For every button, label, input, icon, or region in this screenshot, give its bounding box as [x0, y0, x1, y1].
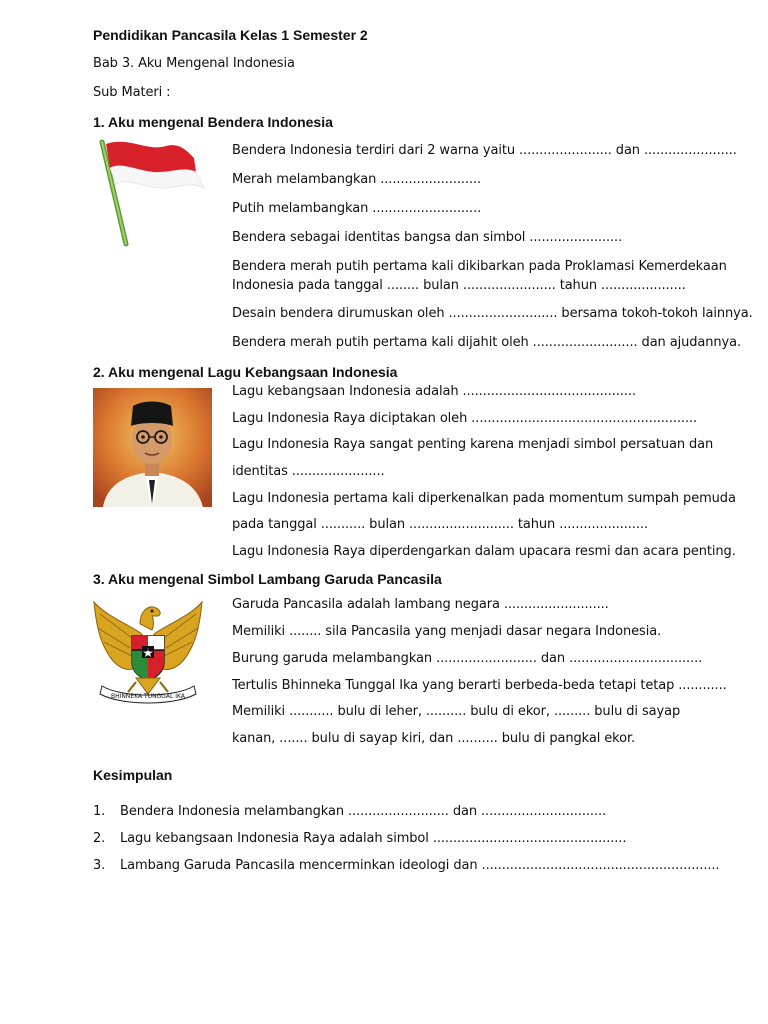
section2-line-7: Lagu Indonesia Raya diperdengarkan dalam upacara resmi dan acara penting.: [232, 544, 736, 559]
garuda-motto-text: BHINNEKA TUNGGAL IKA: [111, 693, 185, 700]
section2-line-1: Lagu kebangsaan Indonesia adalah ...........................................: [232, 384, 636, 399]
section2-line-4: identitas .......................: [232, 464, 385, 479]
section1-line-5: Bendera merah putih pertama kali dikibarkan pada Proklamasi Kemerdekaan: [232, 259, 727, 274]
section1-line-4: Bendera sebagai identitas bangsa dan simbol .......................: [232, 230, 623, 245]
section1-heading: 1. Aku mengenal Bendera Indonesia: [93, 114, 333, 130]
sub-materi-label: Sub Materi :: [93, 85, 171, 100]
section1-line-2: Merah melambangkan .........................: [232, 172, 482, 187]
conclusion-text-3: Lambang Garuda Pancasila mencerminkan ideologi dan ...........................................................: [120, 858, 720, 873]
flag-image: [96, 138, 208, 248]
section2-line-5: Lagu Indonesia pertama kali diperkenalkan pada momentum sumpah pemuda: [232, 491, 736, 506]
section2-line-3: Lagu Indonesia Raya sangat penting karena menjadi simbol persatuan dan: [232, 437, 714, 452]
conclusion-num-2: 2.: [93, 831, 106, 846]
section1-line-8: Bendera merah putih pertama kali dijahit oleh .......................... dan ajudannya.: [232, 335, 742, 350]
section1-line-6: Indonesia pada tanggal ........ bulan ....................... tahun .....................: [232, 278, 686, 293]
chapter-title: Bab 3. Aku Mengenal Indonesia: [93, 56, 295, 71]
section3-line-5: Memiliki ........... bulu di leher, .......... bulu di ekor, ......... bulu di sayap: [232, 704, 681, 719]
conclusion-num-1: 1.: [93, 804, 106, 819]
section3-heading: 3. Aku mengenal Simbol Lambang Garuda Pancasila: [93, 571, 442, 587]
section1-line-1: Bendera Indonesia terdiri dari 2 warna yaitu ....................... dan .......................: [232, 143, 737, 158]
section1-line-7: Desain bendera dirumuskan oleh ........................... bersama tokoh-tokoh lainnya.: [232, 306, 753, 321]
section2-line-2: Lagu Indonesia Raya diciptakan oleh ........................................................: [232, 411, 698, 426]
section2-heading: 2. Aku mengenal Lagu Kebangsaan Indonesia: [93, 364, 398, 380]
section3-line-2: Memiliki ........ sila Pancasila yang menjadi dasar negara Indonesia.: [232, 624, 662, 639]
section3-line-1: Garuda Pancasila adalah lambang negara ..........................: [232, 597, 609, 612]
section3-line-6: kanan, ....... bulu di sayap kiri, dan .......... bulu di pangkal ekor.: [232, 731, 636, 746]
document-title: Pendidikan Pancasila Kelas 1 Semester 2: [93, 27, 368, 43]
section1-line-3: Putih melambangkan ...........................: [232, 201, 482, 216]
section3-line-3: Burung garuda melambangkan ......................... dan .................................: [232, 651, 703, 666]
conclusion-num-3: 3.: [93, 858, 106, 873]
section2-line-6: pada tanggal ........... bulan .......................... tahun ......................: [232, 517, 648, 532]
garuda-emblem-image: [92, 594, 204, 710]
portrait-image: [93, 388, 212, 507]
conclusion-text-1: Bendera Indonesia melambangkan ......................... dan ...............................: [120, 804, 607, 819]
section3-line-4: Tertulis Bhinneka Tunggal Ika yang berarti berbeda-beda tetapi tetap ............: [232, 678, 727, 693]
conclusion-heading: Kesimpulan: [93, 767, 173, 783]
conclusion-text-2: Lagu kebangsaan Indonesia Raya adalah simbol ................................................: [120, 831, 627, 846]
